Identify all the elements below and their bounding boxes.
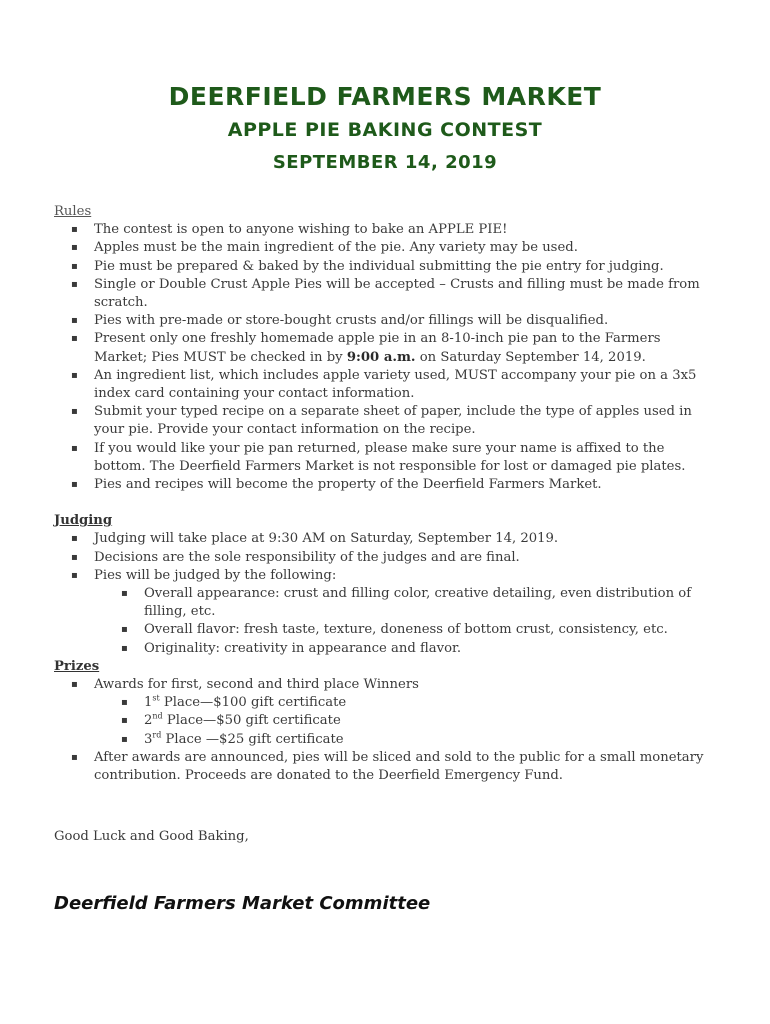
- judging-criteria-intro: Pies will be judged by the following:: [94, 567, 337, 583]
- signature: Deerfield Farmers Market Committee: [54, 893, 431, 914]
- checkin-text-after: on Saturday September 14, 2019.: [415, 349, 646, 365]
- rule-item: ▪ Pie must be prepared & baked by the individual submitting the pie entry for judging.: [94, 258, 704, 276]
- document-date: SEPTEMBER 14, 2019: [272, 152, 498, 173]
- rule-item: ▪ Single or Double Crust Apple Pies will be accepted – Crusts and filling must be made from scratch.: [94, 276, 704, 312]
- place-suffix: rd: [152, 730, 162, 740]
- place-number: 3: [144, 731, 153, 747]
- criteria-list: [94, 585, 704, 658]
- place-suffix: st: [152, 693, 160, 703]
- place-prize: Place —$25 gift certificate: [161, 731, 344, 747]
- criteria-item: ▪ Overall flavor: fresh taste, texture, doneness of bottom crust, consistency, etc.: [144, 621, 704, 639]
- rules-heading: Rules: [54, 204, 92, 219]
- rule-item: ▪ An ingredient list, which includes apple variety used, MUST accompany your pie on a 3x5 index card containing your contact information.: [94, 367, 704, 403]
- place-prize: Place—$100 gift certificate: [159, 695, 347, 711]
- judging-item-criteria: [94, 567, 704, 658]
- rule-item: ▪ Apples must be the main ingredient of the pie. Any variety may be used.: [94, 239, 704, 257]
- judging-list: [54, 530, 704, 657]
- rule-item: ▪ If you would like your pie pan returned, please make sure your name is affixed to the bottom. The Deerfield Farmers Market is not responsible for lost or damaged pie plates.: [94, 440, 704, 476]
- rule-item: ▪ Submit your typed recipe on a separate sheet of paper, include the type of apples used in your pie. Provide your contact information on the recipe.: [94, 403, 704, 439]
- spacer: [54, 494, 704, 512]
- place-prize: Place—$50 gift certificate: [162, 713, 341, 729]
- document-subtitle: APPLE PIE BAKING CONTEST: [227, 119, 543, 141]
- place-number: 1: [144, 695, 153, 711]
- judging-item: ▪ Judging will take place at 9:30 AM on Saturday, September 14, 2019.: [94, 530, 704, 548]
- checkin-text-before: Present only one freshly homemade apple pie in an 8-10-inch pie pan to the Farmers Market; Pies MUST be checked in by: [94, 331, 661, 365]
- criteria-item: ▪ Originality: creativity in appearance and flavor.: [144, 640, 704, 658]
- rule-item: ▪ Pies with pre-made or store-bought crusts and/or fillings will be disqualified.: [94, 312, 704, 330]
- place-number: 2: [144, 713, 153, 729]
- places-list: [94, 694, 704, 749]
- place-suffix: nd: [152, 712, 163, 722]
- criteria-item: ▪ Overall appearance: crust and filling color, creative detailing, even distribution of filling, etc.: [144, 585, 704, 621]
- closing-line: Good Luck and Good Baking,: [54, 829, 249, 845]
- document-body: [54, 203, 704, 785]
- prizes-heading: Prizes: [54, 658, 100, 674]
- document-title: DEERFIELD FARMERS MARKET: [168, 82, 602, 111]
- checkin-time: 9:00 a.m.: [346, 349, 416, 365]
- place-item: [144, 694, 704, 712]
- awards-intro: Awards for first, second and third place Winners: [94, 677, 419, 693]
- rule-item: ▪ The contest is open to anyone wishing to bake an APPLE PIE!: [94, 221, 704, 239]
- rule-item-checkin: [94, 330, 704, 366]
- place-item: [144, 712, 704, 730]
- prizes-item: ▪ After awards are announced, pies will be sliced and sold to the public for a small monetary contribution. Proceeds are donated to the Deerfield Emergency Fund.: [94, 749, 704, 785]
- judging-heading: Judging: [54, 513, 113, 529]
- judging-item: ▪ Decisions are the sole responsibility of the judges and are final.: [94, 549, 704, 567]
- prizes-list: [54, 676, 704, 785]
- prizes-item-awards: [94, 676, 704, 749]
- rules-list: [54, 221, 704, 494]
- rule-item: ▪ Pies and recipes will become the property of the Deerfield Farmers Market.: [94, 476, 704, 494]
- place-item: [144, 731, 704, 749]
- title-block: [0, 80, 770, 176]
